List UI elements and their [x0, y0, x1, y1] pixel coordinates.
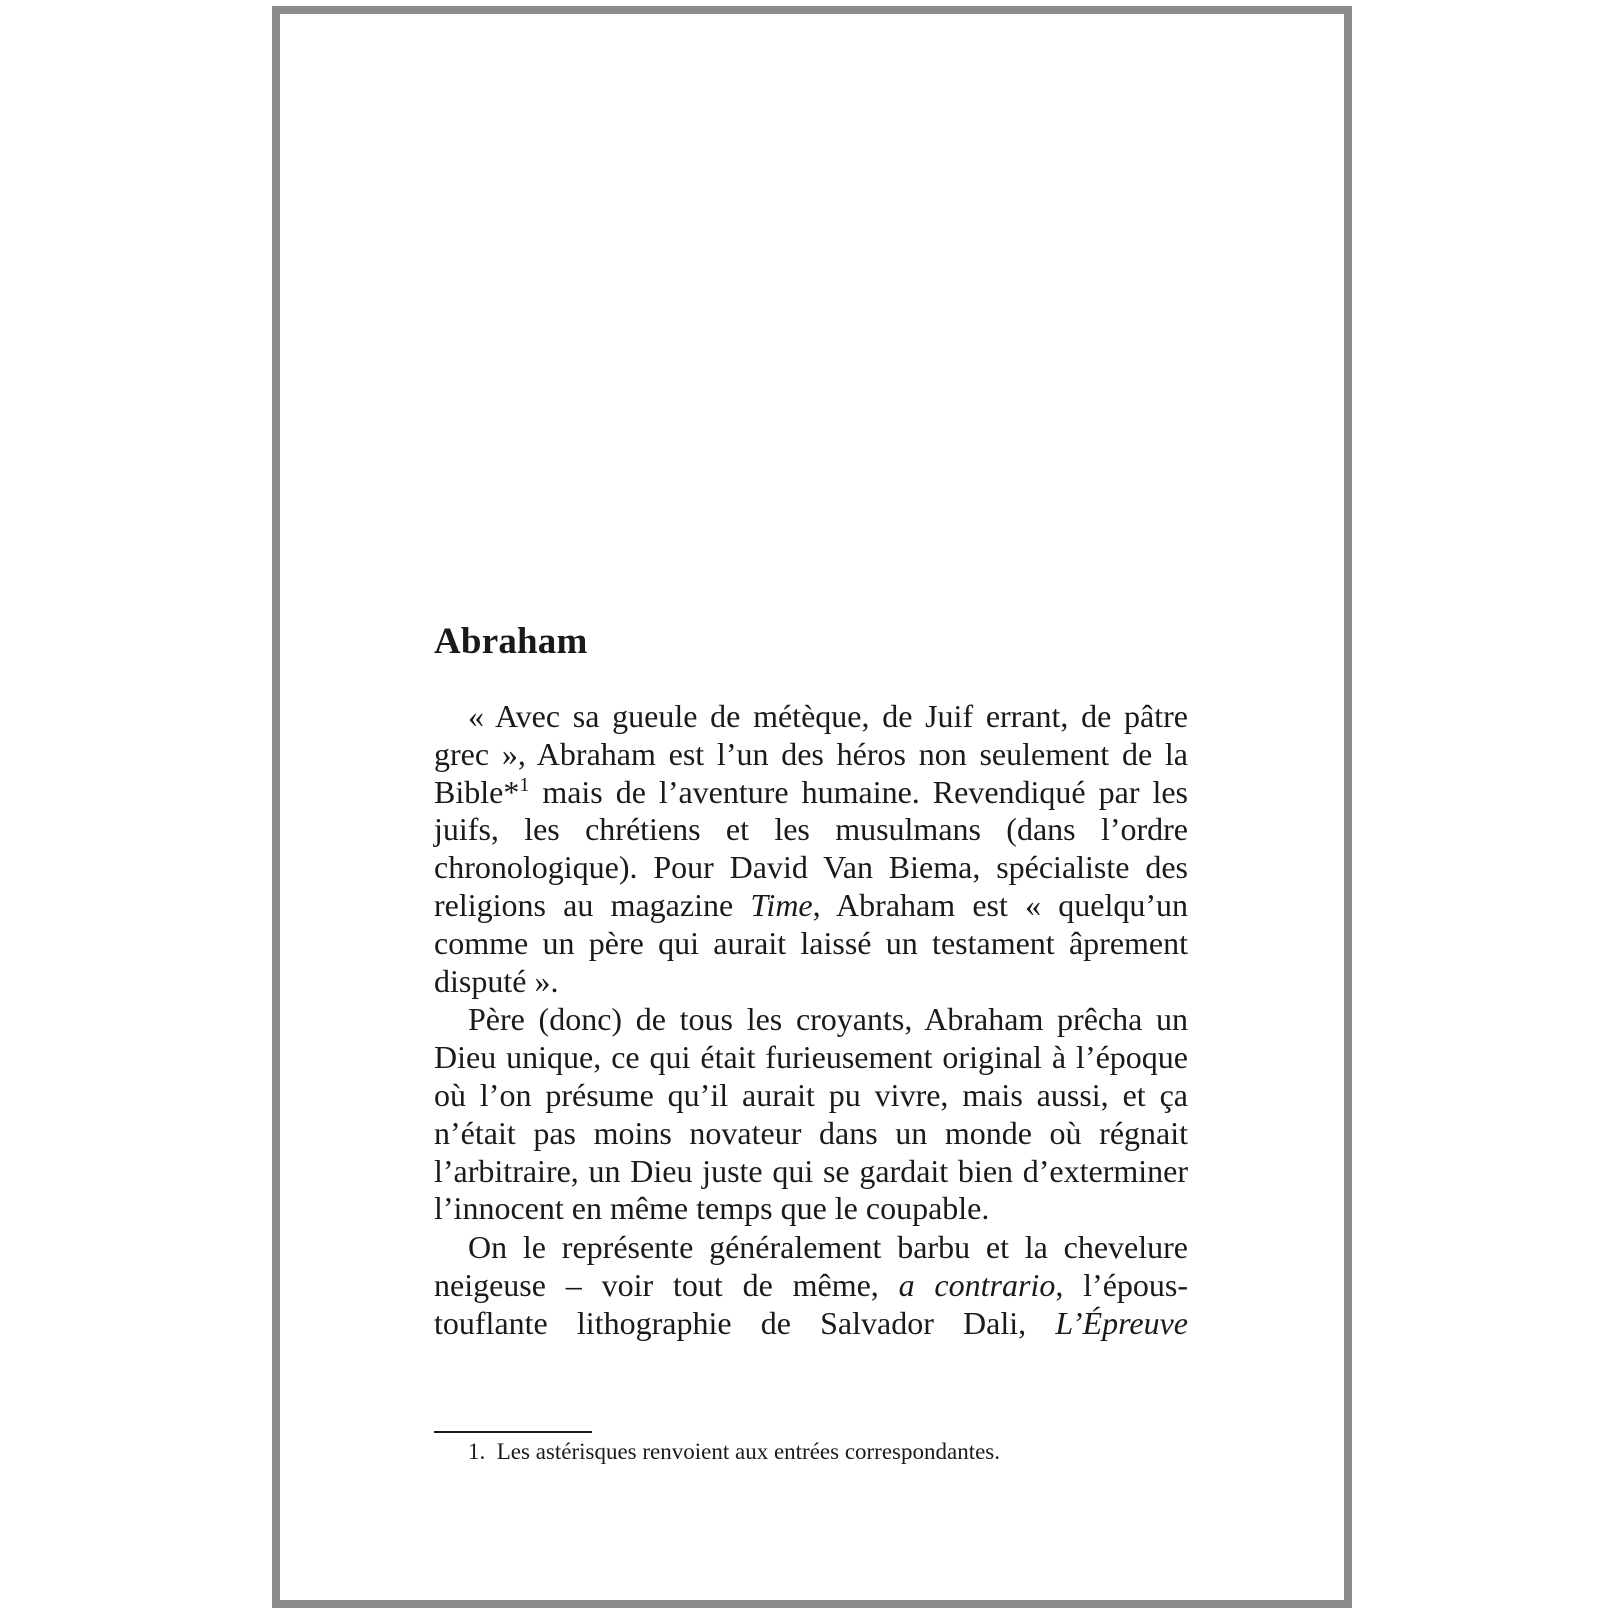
footnote-rule [434, 1431, 592, 1433]
footnote-reference: 1 [519, 773, 530, 796]
footnote-number: 1. [468, 1439, 486, 1464]
footnote [434, 1437, 1188, 1467]
paragraph-text: , Abraham est « quelqu’un comme un père qui aurait laissé un testament âprement disputé ». [434, 886, 1189, 999]
paragraph [434, 1229, 1188, 1342]
italic-text: a contrario [898, 1266, 1056, 1303]
entry-body [434, 698, 1188, 1343]
page-content [434, 618, 1188, 1343]
paragraph-text: « Avec sa gueule de métèque, de Juif errant, de pâtre grec », Abraham est l’un des héros non seulement de la Bible* [434, 698, 1188, 810]
entry-title: Abraham [434, 621, 588, 662]
paragraph [434, 698, 1188, 1000]
paragraph-text: On le représente généralement barbu et la chevelure neigeuse – voir tout de même, [434, 1229, 1188, 1303]
paragraph-text: , l’époustouflante lithographie de Salvador Dali, [434, 1266, 1189, 1341]
paragraph-text: mais de l’aventure humaine. Revendiqué par les juifs, les chrétiens et les musulmans (dans l’ordre chronologique). Pour David Van Biema, spécialiste des religions au magazine [434, 773, 1188, 923]
italic-text: L’Épreuve [1055, 1304, 1188, 1341]
italic-text: Time [750, 886, 813, 923]
paragraph-text: Père (donc) de tous les croyants, Abraham prêcha un Dieu unique, ce qui était furieusement original à l’époque où l’on présume qu’il aurait pu vivre, mais aussi, et ça n’était pas moins novateur dans un monde où régnait l’arbitraire, un Dieu juste qui se gardait bien d’exterminer l’innocent en même temps que le coupable. [434, 1001, 1188, 1227]
paragraph [434, 1001, 1188, 1228]
footnote-text: Les astérisques renvoient aux entrées correspondantes. [496, 1439, 1001, 1464]
